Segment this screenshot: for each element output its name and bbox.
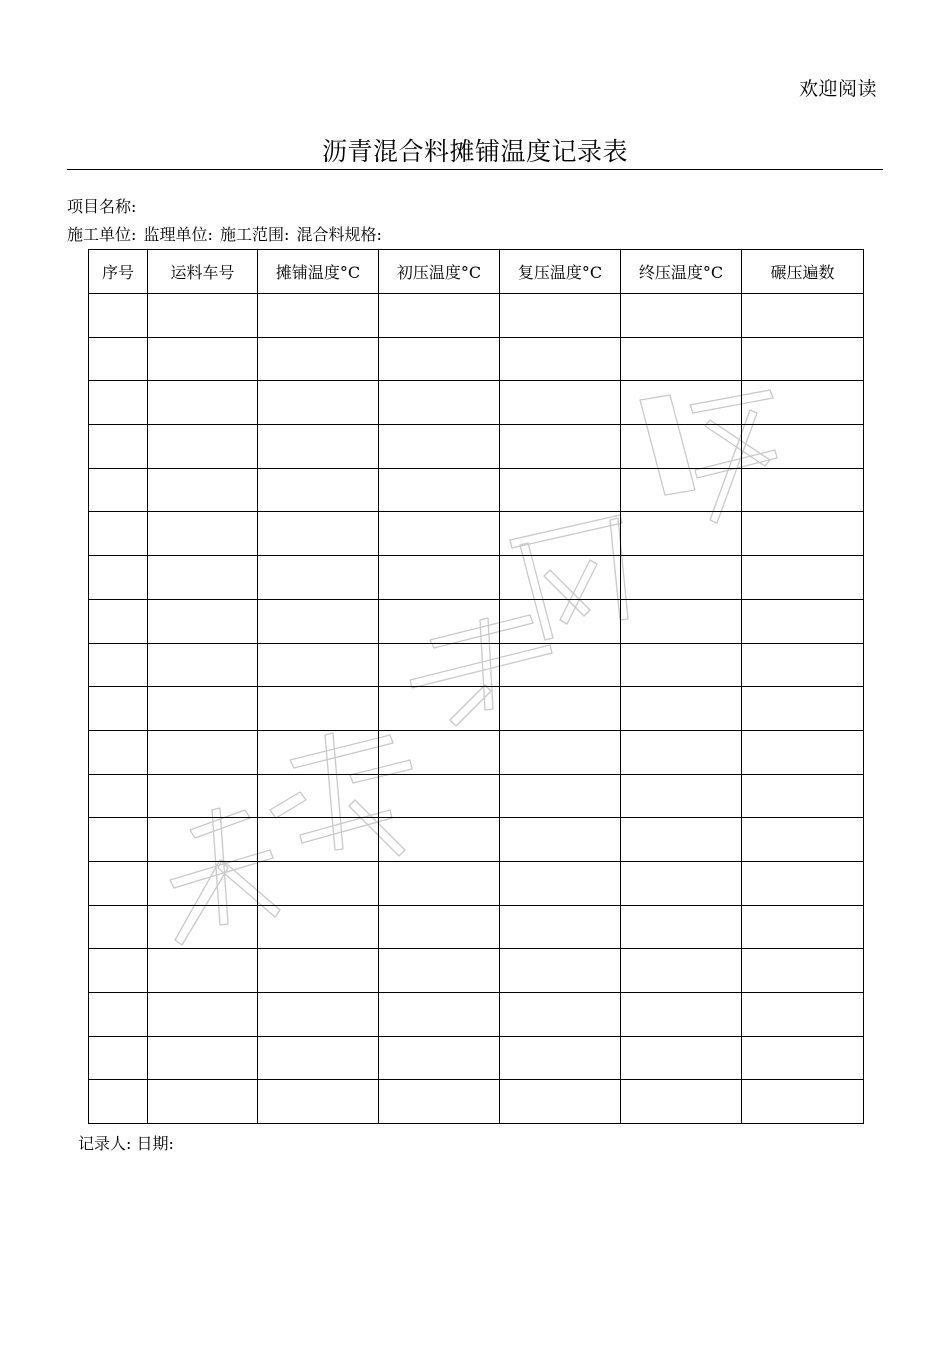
table-cell[interactable] — [500, 337, 621, 381]
table-row — [89, 774, 864, 818]
table-cell[interactable] — [258, 1080, 379, 1124]
col-header-paving-temp: 摊铺温度°C — [258, 250, 379, 294]
table-cell[interactable] — [621, 468, 742, 512]
table-cell[interactable] — [742, 949, 864, 993]
table-cell[interactable] — [621, 730, 742, 774]
table-cell[interactable] — [500, 730, 621, 774]
table-row — [89, 294, 864, 338]
table-cell[interactable] — [148, 774, 258, 818]
table-cell[interactable] — [89, 294, 148, 338]
table-cell[interactable] — [89, 730, 148, 774]
table-cell[interactable] — [379, 687, 500, 731]
table-cell[interactable] — [89, 1080, 148, 1124]
table-cell[interactable] — [89, 468, 148, 512]
table-cell[interactable] — [500, 425, 621, 469]
table-body — [89, 294, 864, 1124]
table-cell[interactable] — [258, 381, 379, 425]
table-row — [89, 730, 864, 774]
page-title: 沥青混合料摊铺温度记录表 — [321, 137, 628, 166]
recorder-label: 记录人: — [78, 1134, 132, 1153]
supervision-unit-label: 监理单位: — [143, 225, 213, 244]
table-row — [89, 556, 864, 600]
table-cell[interactable] — [742, 337, 864, 381]
table-cell[interactable] — [379, 512, 500, 556]
table-cell[interactable] — [742, 687, 864, 731]
table-cell[interactable] — [379, 468, 500, 512]
table-cell[interactable] — [148, 512, 258, 556]
title-divider — [67, 169, 883, 170]
table-cell[interactable] — [500, 818, 621, 862]
table-cell[interactable] — [258, 556, 379, 600]
table-cell[interactable] — [379, 861, 500, 905]
table-cell[interactable] — [89, 774, 148, 818]
table-row — [89, 381, 864, 425]
col-header-serial: 序号 — [89, 250, 148, 294]
table-cell[interactable] — [742, 425, 864, 469]
table-cell[interactable] — [500, 774, 621, 818]
table-cell[interactable] — [742, 468, 864, 512]
project-name-label: 项目名称: — [67, 197, 137, 216]
table-cell[interactable] — [89, 599, 148, 643]
table-cell[interactable] — [500, 993, 621, 1037]
table-cell[interactable] — [500, 687, 621, 731]
table-cell[interactable] — [621, 774, 742, 818]
table-cell[interactable] — [379, 905, 500, 949]
table-cell[interactable] — [258, 337, 379, 381]
table-cell[interactable] — [500, 1080, 621, 1124]
table-cell[interactable] — [621, 294, 742, 338]
table-row — [89, 1036, 864, 1080]
table-cell[interactable] — [379, 643, 500, 687]
units-line — [67, 222, 384, 245]
table-cell[interactable] — [258, 861, 379, 905]
table-cell[interactable] — [379, 381, 500, 425]
table-cell[interactable] — [148, 905, 258, 949]
table-cell[interactable] — [742, 599, 864, 643]
table-cell[interactable] — [379, 425, 500, 469]
table-cell[interactable] — [621, 949, 742, 993]
construction-unit-label: 施工单位: — [67, 225, 137, 244]
table-cell[interactable] — [89, 643, 148, 687]
table-cell[interactable] — [500, 381, 621, 425]
date-label: 日期: — [136, 1134, 174, 1153]
table-cell[interactable] — [258, 905, 379, 949]
table-cell[interactable] — [742, 993, 864, 1037]
table-cell[interactable] — [89, 687, 148, 731]
col-header-roll-passes: 碾压遍数 — [742, 250, 864, 294]
table-cell[interactable] — [500, 861, 621, 905]
table-cell[interactable] — [148, 1080, 258, 1124]
temperature-record-table — [88, 249, 864, 1124]
table-cell[interactable] — [379, 556, 500, 600]
table-cell[interactable] — [148, 730, 258, 774]
table-row — [89, 643, 864, 687]
table-cell[interactable] — [258, 599, 379, 643]
table-cell[interactable] — [148, 599, 258, 643]
table-cell[interactable] — [379, 818, 500, 862]
table-cell[interactable] — [89, 556, 148, 600]
table-row — [89, 861, 864, 905]
table-row — [89, 1080, 864, 1124]
table-cell[interactable] — [148, 993, 258, 1037]
table-cell[interactable] — [89, 818, 148, 862]
table-cell[interactable] — [258, 1036, 379, 1080]
table-row — [89, 687, 864, 731]
table-cell[interactable] — [379, 774, 500, 818]
header-welcome: 欢迎阅读 — [798, 78, 877, 100]
table-cell[interactable] — [742, 381, 864, 425]
table-cell[interactable] — [379, 294, 500, 338]
table-cell[interactable] — [148, 861, 258, 905]
table-cell[interactable] — [621, 861, 742, 905]
table-cell[interactable] — [500, 512, 621, 556]
table-cell[interactable] — [621, 1080, 742, 1124]
table-cell[interactable] — [500, 949, 621, 993]
table-cell[interactable] — [742, 643, 864, 687]
table-cell[interactable] — [148, 468, 258, 512]
table-cell[interactable] — [89, 861, 148, 905]
table-cell[interactable] — [258, 643, 379, 687]
table-cell[interactable] — [89, 337, 148, 381]
table-cell[interactable] — [500, 599, 621, 643]
table-cell[interactable] — [258, 425, 379, 469]
table-cell[interactable] — [742, 730, 864, 774]
table-cell[interactable] — [148, 425, 258, 469]
table-cell[interactable] — [148, 294, 258, 338]
col-header-truck-no: 运料车号 — [148, 250, 258, 294]
table-cell[interactable] — [500, 556, 621, 600]
table-row — [89, 905, 864, 949]
table-cell[interactable] — [621, 1036, 742, 1080]
table-cell[interactable] — [148, 556, 258, 600]
table-row — [89, 993, 864, 1037]
table-cell[interactable] — [742, 556, 864, 600]
table-cell[interactable] — [621, 381, 742, 425]
table-cell[interactable] — [500, 294, 621, 338]
table-cell[interactable] — [621, 425, 742, 469]
table-cell[interactable] — [379, 993, 500, 1037]
table-cell[interactable] — [500, 468, 621, 512]
table-cell[interactable] — [500, 1036, 621, 1080]
table-row — [89, 818, 864, 862]
table-cell[interactable] — [742, 905, 864, 949]
table-cell[interactable] — [621, 556, 742, 600]
table-cell[interactable] — [148, 949, 258, 993]
table-cell[interactable] — [379, 730, 500, 774]
table-cell[interactable] — [89, 381, 148, 425]
col-header-second-roll-temp: 复压温度°C — [500, 250, 621, 294]
table-cell[interactable] — [500, 643, 621, 687]
table-row — [89, 599, 864, 643]
table-cell[interactable] — [742, 818, 864, 862]
table-cell[interactable] — [258, 512, 379, 556]
table-cell[interactable] — [742, 861, 864, 905]
table-cell[interactable] — [258, 468, 379, 512]
table-cell[interactable] — [621, 337, 742, 381]
table-cell[interactable] — [742, 512, 864, 556]
table-cell[interactable] — [258, 949, 379, 993]
table-cell[interactable] — [89, 425, 148, 469]
table-cell[interactable] — [258, 774, 379, 818]
table-cell[interactable] — [621, 905, 742, 949]
col-header-initial-roll-temp: 初压温度°C — [379, 250, 500, 294]
table-cell[interactable] — [742, 1080, 864, 1124]
table-cell[interactable] — [148, 337, 258, 381]
table-cell[interactable] — [379, 1080, 500, 1124]
table-cell[interactable] — [89, 512, 148, 556]
table-cell[interactable] — [379, 949, 500, 993]
table-row — [89, 425, 864, 469]
table-cell[interactable] — [500, 905, 621, 949]
table-cell[interactable] — [258, 993, 379, 1037]
table-row — [89, 468, 864, 512]
table-cell[interactable] — [89, 949, 148, 993]
table-cell[interactable] — [621, 818, 742, 862]
table-cell[interactable] — [621, 599, 742, 643]
table-cell[interactable] — [148, 818, 258, 862]
table-cell[interactable] — [89, 1036, 148, 1080]
table-cell[interactable] — [621, 643, 742, 687]
project-name-line — [67, 194, 138, 217]
footer-line — [78, 1131, 174, 1154]
construction-range-label: 施工范围: — [220, 225, 290, 244]
table-cell[interactable] — [621, 687, 742, 731]
table-cell[interactable] — [379, 337, 500, 381]
table-cell[interactable] — [742, 1036, 864, 1080]
table-cell[interactable] — [148, 687, 258, 731]
table-cell[interactable] — [742, 294, 864, 338]
table-header-row — [89, 250, 864, 294]
table-cell[interactable] — [258, 730, 379, 774]
table-cell[interactable] — [621, 993, 742, 1037]
table-row — [89, 512, 864, 556]
table-cell[interactable] — [89, 905, 148, 949]
table-cell[interactable] — [379, 1036, 500, 1080]
col-header-final-roll-temp: 终压温度°C — [621, 250, 742, 294]
table-cell[interactable] — [89, 993, 148, 1037]
mix-spec-label: 混合料规格: — [296, 225, 382, 244]
table-cell[interactable] — [148, 381, 258, 425]
table-cell[interactable] — [621, 512, 742, 556]
table-cell[interactable] — [258, 818, 379, 862]
table-cell[interactable] — [258, 294, 379, 338]
table-cell[interactable] — [379, 599, 500, 643]
table-cell[interactable] — [148, 643, 258, 687]
table-row — [89, 949, 864, 993]
table-cell[interactable] — [742, 774, 864, 818]
table-cell[interactable] — [148, 1036, 258, 1080]
table-cell[interactable] — [258, 687, 379, 731]
table-row — [89, 337, 864, 381]
